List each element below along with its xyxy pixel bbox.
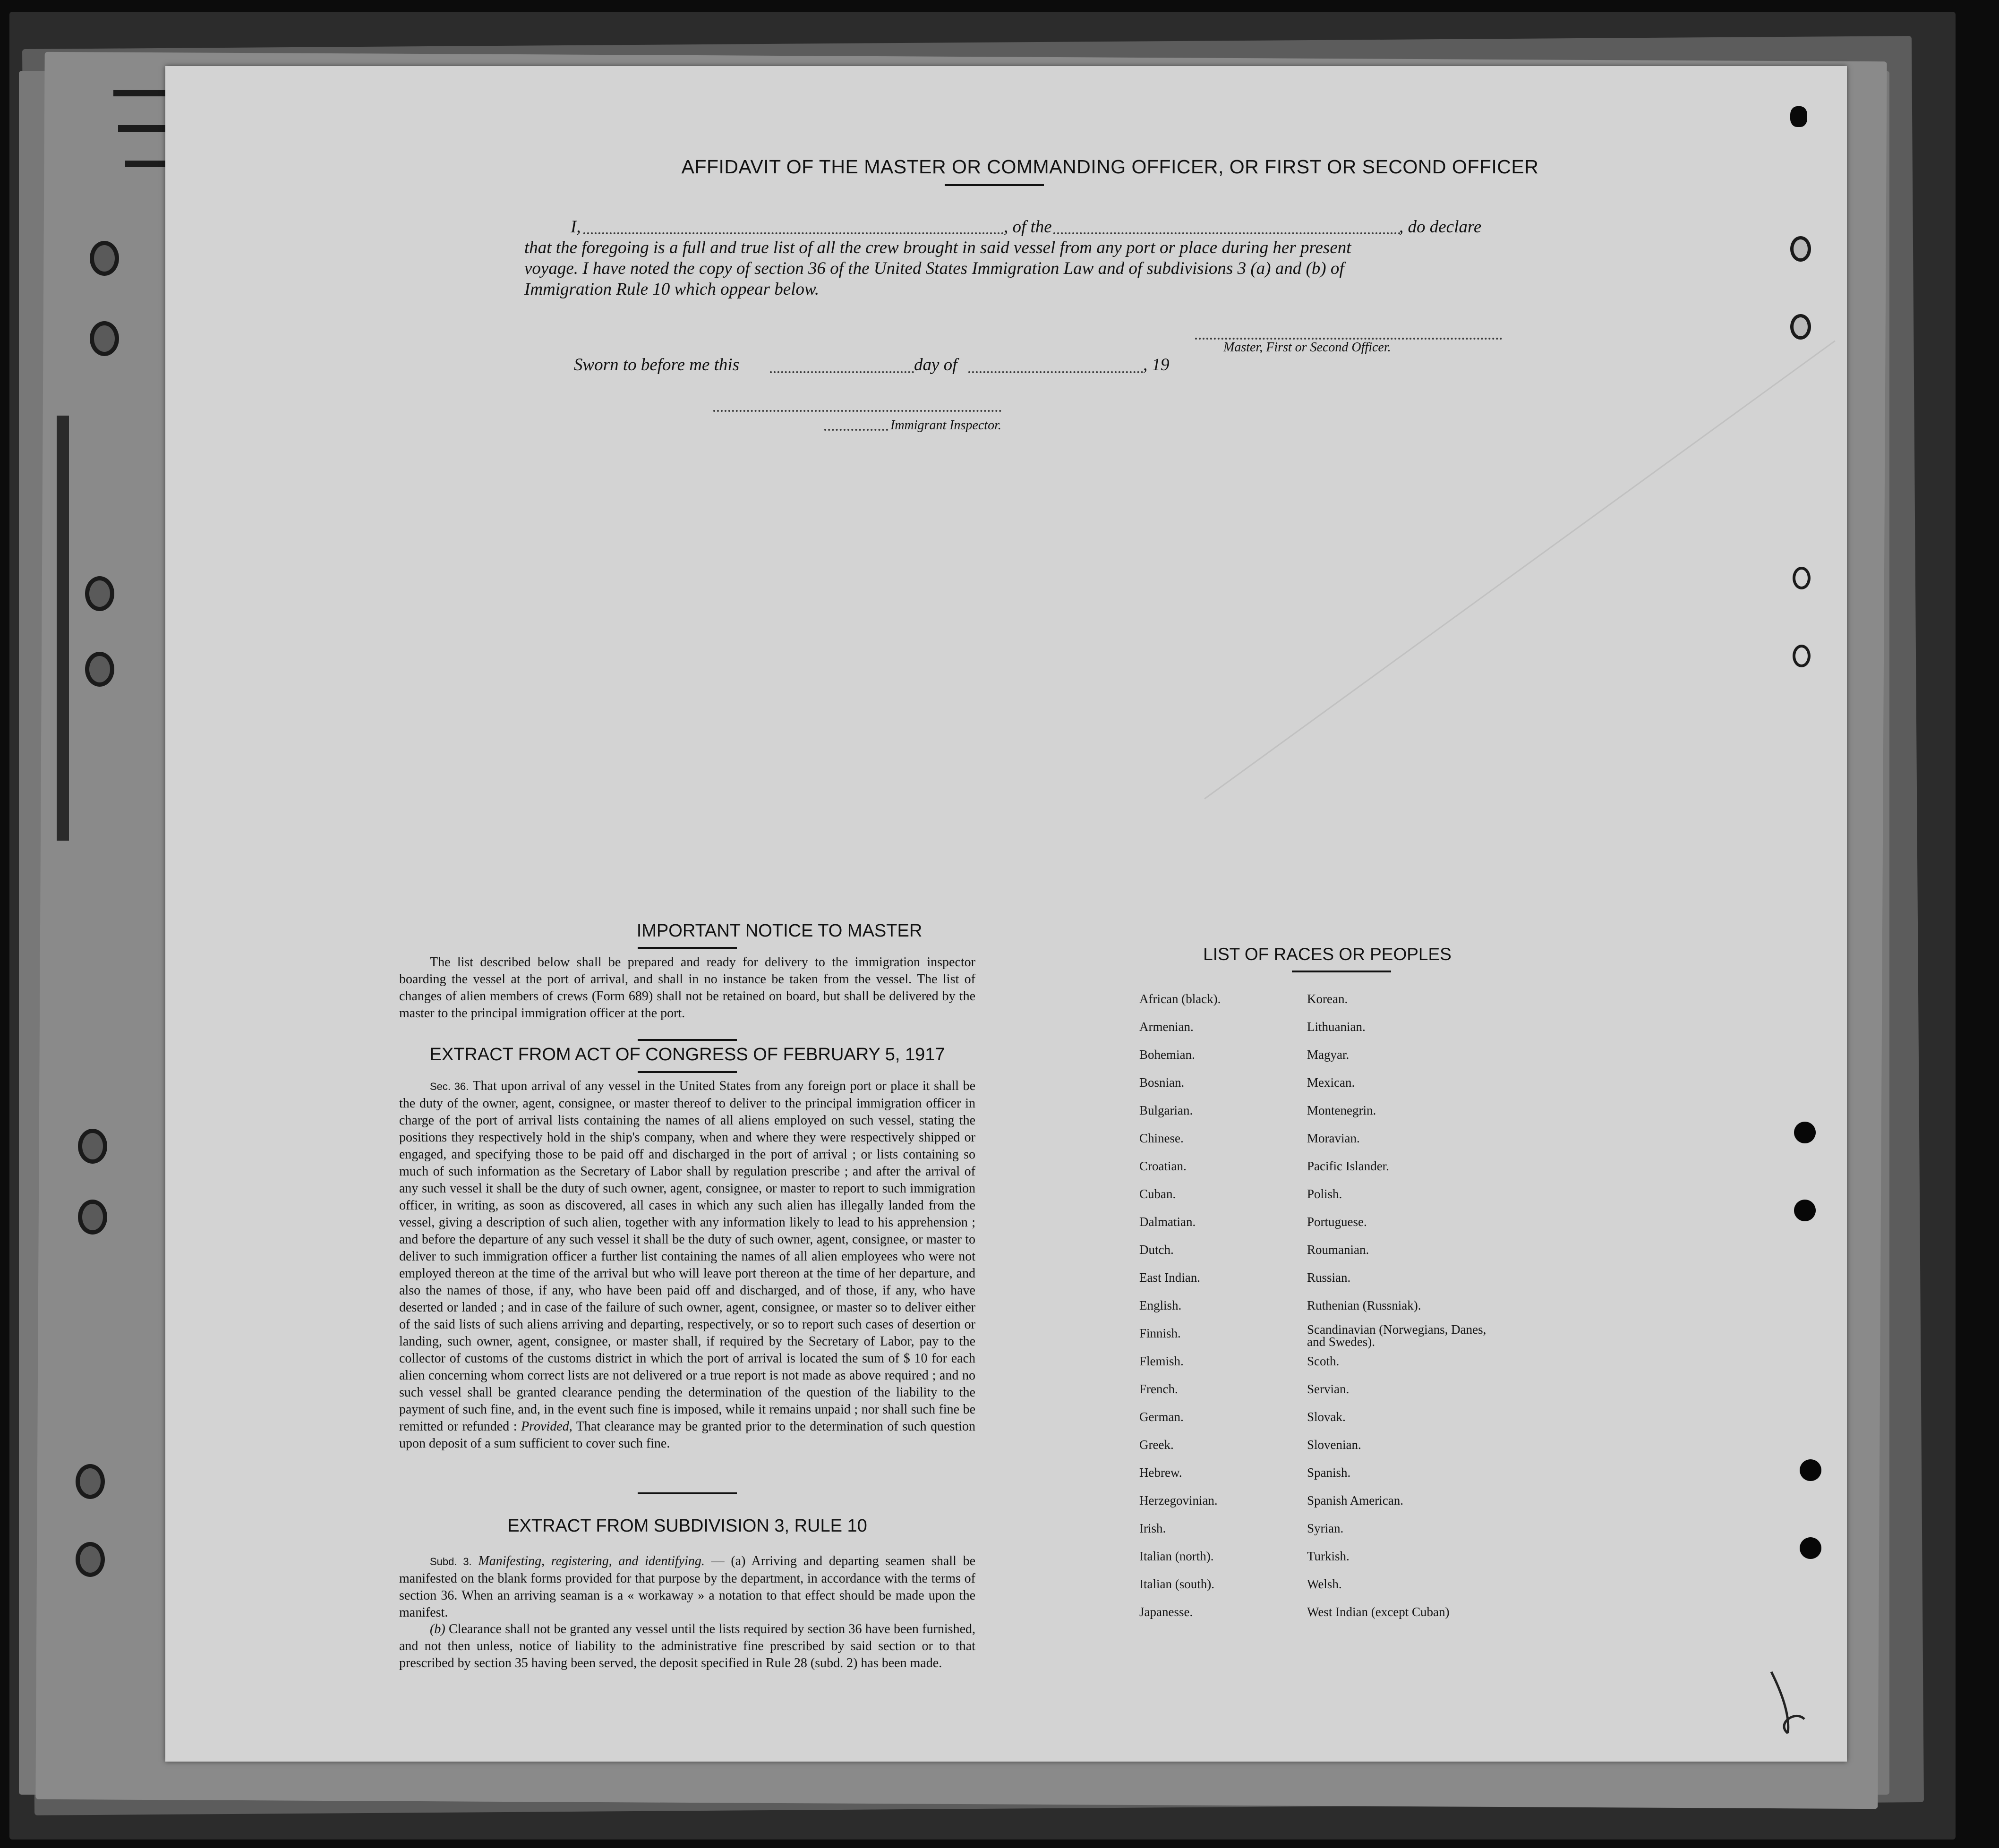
punch-hole xyxy=(1790,314,1811,340)
punch-dot xyxy=(1800,1537,1821,1559)
binder-hole xyxy=(90,241,119,276)
race-entry: Cuban. xyxy=(1139,1187,1176,1201)
spine-shadow xyxy=(57,416,69,841)
affidavit-i: I, xyxy=(571,217,581,237)
master-signature-label: Master, First or Second Officer. xyxy=(1223,340,1391,355)
race-entry: Syrian. xyxy=(1307,1521,1344,1535)
race-entry: Flemish. xyxy=(1139,1354,1184,1368)
races-title: LIST OF RACES OR PEOPLES xyxy=(1203,945,1452,964)
binder-hole xyxy=(78,1129,107,1164)
race-entry: Bulgarian. xyxy=(1139,1103,1193,1117)
race-entry: Ruthenian (Russniak). xyxy=(1307,1298,1421,1312)
act-rule xyxy=(638,1071,737,1073)
race-entry: West Indian (except Cuban) xyxy=(1307,1605,1450,1619)
race-entry: Scandinavian (Norwegians, Danes, and Swedes). xyxy=(1307,1322,1486,1349)
rule-subd-a xyxy=(399,1553,975,1621)
race-entry: Irish. xyxy=(1139,1521,1166,1535)
race-entry: Dalmatian. xyxy=(1139,1215,1196,1229)
race-entry: Polish. xyxy=(1307,1187,1342,1201)
race-entry: Slovenian. xyxy=(1307,1438,1361,1452)
affidavit-line-4: Immigration Rule 10 which oppear below. xyxy=(524,280,820,299)
race-entry: English. xyxy=(1139,1298,1182,1312)
signature-blank xyxy=(1195,338,1502,340)
subd-3-label: Subd. 3. xyxy=(430,1556,472,1567)
race-entry: French. xyxy=(1139,1382,1178,1396)
title-rule xyxy=(945,184,1044,186)
rule-subd-b xyxy=(399,1621,975,1672)
race-entry: Servian. xyxy=(1307,1382,1350,1396)
year-label: , 19 xyxy=(1143,355,1170,375)
sworn-label: Sworn to before me this xyxy=(574,355,740,375)
punch-hole xyxy=(1790,236,1811,262)
separator-rule xyxy=(638,1039,737,1041)
race-entry: Turkish. xyxy=(1307,1549,1350,1563)
race-entry: Slovak. xyxy=(1307,1410,1346,1424)
race-entry: Russian. xyxy=(1307,1270,1351,1285)
binder-hole xyxy=(90,321,119,356)
race-entry: Magyar. xyxy=(1307,1047,1350,1062)
race-entry: Pacific Islander. xyxy=(1307,1159,1389,1173)
day-of-label: day of xyxy=(914,355,957,375)
fold-line xyxy=(1204,340,1836,799)
binder-hole xyxy=(76,1542,105,1577)
race-entry: Hebrew. xyxy=(1139,1465,1182,1480)
spine-mark xyxy=(125,161,165,167)
race-entry: East Indian. xyxy=(1139,1270,1200,1285)
day-blank xyxy=(770,371,914,373)
race-entry: Scoth. xyxy=(1307,1354,1340,1368)
race-entry: Mexican. xyxy=(1307,1075,1355,1090)
race-entry: Bohemian. xyxy=(1139,1047,1195,1062)
binder-hole xyxy=(78,1200,107,1235)
punch-dot xyxy=(1800,1459,1821,1481)
act-tail: That clearance may be granted prior to the determination of such question upon deposit of a sum sufficient to cover such fine. xyxy=(399,1419,976,1451)
vessel-blank xyxy=(1053,232,1401,234)
punch-dot xyxy=(1790,106,1807,127)
notice-title: IMPORTANT NOTICE TO MASTER xyxy=(636,921,923,941)
race-entry: Armenian. xyxy=(1139,1020,1194,1034)
sec-36-label: Sec. 36. xyxy=(430,1081,469,1092)
binder-hole xyxy=(76,1464,105,1499)
inspector-signature-blank xyxy=(713,410,1001,412)
race-entry: Japanesse. xyxy=(1139,1605,1193,1619)
punch-dot xyxy=(1794,1200,1816,1221)
race-entry: Spanish American. xyxy=(1307,1493,1403,1507)
act-text: That upon arrival of any vessel in the United States from any foreign port or place it shall be the duty of the owner, agent, consignee, or master thereof to deliver to the principal immigration officer in charge of the port of arrival lists containing the names of all aliens employed on such vessel, stating the positions they respectively hold in the ship's company, when and where they were respectively shipped or engaged, and specifying those to be paid off and discharged in the port of arrival ; or lists containing so much of such information as the Secretary of Labor shall by regulation prescribe ; and after the arrival of any such vessel it shall be the duty of such owner, agent, consignee, or master to report to such immigration officer, in writing, as soon as discovered, all cases in which any such alien has illegally landed from the vessel, giving a description of such alien, together with any information likely to lead to his apprehension ; and before the departure of any such vessel it shall be the duty of such owner, agent, consignee, or master to deliver to such immigration officer a further list containing the names of all alien employees who were not employed thereon at the time of the arrival but who will leave port thereon at the time of her departure, and also the names of those, if any, who have been paid off and discharged, and of those, if any, who have deserted or landed ; and in case of the failure of such owner, agent, consignee, or master so to deliver either of the said lists of such aliens arriving and departing, respectively, or so to report such cases of desertion or landing, such owner, agent, consignee, or master shall, if required by the Secretary of Labor, pay to the collector of customs of the customs district in which the port of arrival is located the sum of $ 10 for each alien concerning whom correct lists are not delivered or a true report is not made as above required ; and no such vessel shall be granted clearance pending the determination of the question of the liability to the payment of such fine, and, in the event such fine is imposed, while it remains unpaid ; nor shall such fine be remitted or refunded : xyxy=(399,1079,976,1434)
subd-b-label: (b) xyxy=(430,1622,445,1636)
punch-hole xyxy=(1793,567,1811,589)
name-blank xyxy=(583,232,1004,234)
race-entry: Greek. xyxy=(1139,1438,1174,1452)
race-entry: Italian (south). xyxy=(1139,1577,1214,1591)
spine-mark xyxy=(118,125,165,132)
act-body xyxy=(399,1078,975,1452)
race-entry: Spanish. xyxy=(1307,1465,1351,1480)
race-entry: Lithuanian. xyxy=(1307,1020,1366,1034)
subd-b-text: Clearance shall not be granted any vessel until the lists required by section 36 have been furnished, and not then unless, notice of liability to the administrative fine prescribed by said section or to that prescribed by section 35 having been served, the deposit specified in Rule 28 (subd. 2) has been made. xyxy=(399,1622,975,1670)
affidavit-of-the: , of the xyxy=(1004,217,1052,237)
race-entry: Bosnian. xyxy=(1139,1075,1185,1090)
race-entry: Finnish. xyxy=(1139,1326,1181,1340)
spine-mark xyxy=(113,90,165,96)
form-sheet xyxy=(165,66,1847,1762)
separator-rule xyxy=(638,1492,737,1494)
punch-dot xyxy=(1794,1122,1816,1143)
inspector-lead-blank xyxy=(824,429,888,431)
race-entry: Portuguese. xyxy=(1307,1215,1367,1229)
subd-heading: Manifesting, registering, and identifying. xyxy=(478,1554,705,1568)
race-entry: African (black). xyxy=(1139,992,1221,1006)
race-entry: Italian (north). xyxy=(1139,1549,1214,1563)
handwritten-mark xyxy=(1762,1662,1814,1738)
race-entry: Dutch. xyxy=(1139,1243,1174,1257)
binder-hole xyxy=(85,576,114,611)
races-rule xyxy=(1292,971,1391,972)
affidavit-title: AFFIDAVIT OF THE MASTER OR COMMANDING OFFICER, OR FIRST OR SECOND OFFICER xyxy=(681,156,1539,178)
race-entry: Montenegrin. xyxy=(1307,1103,1376,1117)
race-entry: Moravian. xyxy=(1307,1131,1360,1145)
act-title: EXTRACT FROM ACT OF CONGRESS OF FEBRUARY 5, 1917 xyxy=(429,1045,945,1065)
binder-hole xyxy=(85,652,114,687)
race-entry: Croatian. xyxy=(1139,1159,1187,1173)
race-entry: Korean. xyxy=(1307,992,1348,1006)
race-entry: German. xyxy=(1139,1410,1184,1424)
notice-rule xyxy=(638,947,737,949)
month-blank xyxy=(968,371,1143,373)
subd-a-text: — (a) Arriving and departing seamen shall be manifested on the blank forms provided for that purpose by the department, in accordance with the terms of section 36. When an arriving seaman is a « workaway » a notation to that effect should be made upon the manifest. xyxy=(399,1554,975,1620)
punch-hole xyxy=(1793,645,1811,667)
race-entry: Welsh. xyxy=(1307,1577,1342,1591)
affidavit-line-3: voyage. I have noted the copy of section 36 of the United States Immigration Law and of subdivisions 3 (a) and (b) of xyxy=(524,259,1344,278)
inspector-label: Immigrant Inspector. xyxy=(890,418,1001,433)
race-entry: Herzegovinian. xyxy=(1139,1493,1218,1507)
provided-label: Provided, xyxy=(521,1419,572,1434)
rule-title: EXTRACT FROM SUBDIVISION 3, RULE 10 xyxy=(507,1516,867,1536)
affidavit-do-declare: , do declare xyxy=(1399,217,1482,237)
race-entry: Roumanian. xyxy=(1307,1243,1369,1257)
notice-body: The list described below shall be prepared and ready for delivery to the immigration inspector boarding the vessel at the port of arrival, and shall in no instance be taken from the vessel. The list of changes of alien members of crews (Form 689) shall not be retained on board, but shall be delivered by the master to the principal immigration officer at the port. xyxy=(399,955,975,1021)
race-entry: Chinese. xyxy=(1139,1131,1184,1145)
affidavit-line-2: that the foregoing is a full and true list of all the crew brought in said vessel from any port or place during her present xyxy=(524,238,1351,257)
